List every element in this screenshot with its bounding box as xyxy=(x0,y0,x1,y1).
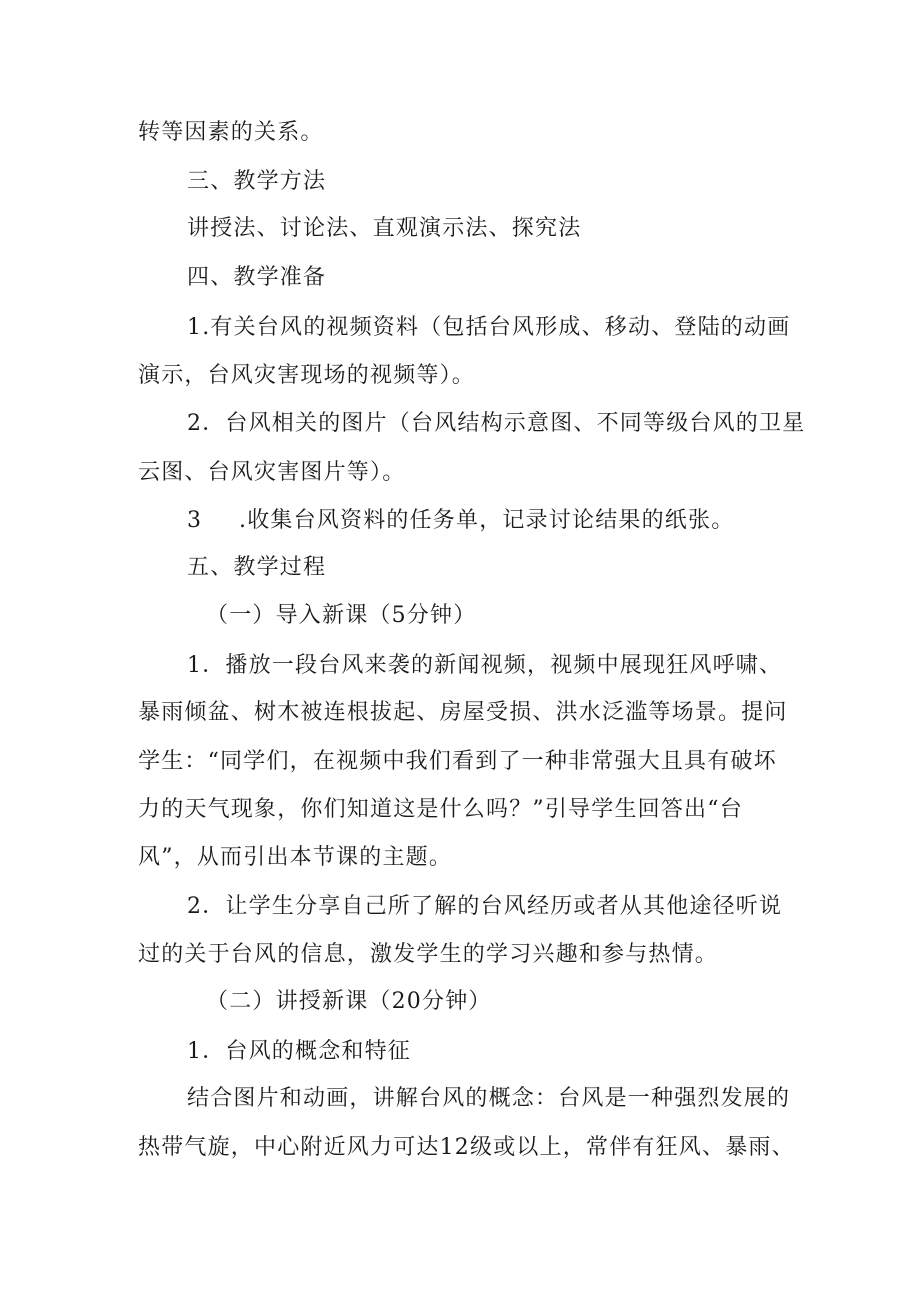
section-heading-teaching-preparation: 四、教学准备 xyxy=(187,265,327,290)
paragraph-concept-line-2: 热带气旋，中心附近风力可达12级或以上，常伴有狂风、暴雨、 xyxy=(138,1135,795,1160)
paragraph-intro-1-line-2: 暴雨倾盆、树木被连根拔起、房屋受损、洪水泛滥等场景。提问 xyxy=(138,700,788,725)
list-item-3-text: .收集台风资料的任务单，记录讨论结果的纸张。 xyxy=(239,508,735,533)
paragraph-intro-1-line-5: 风”，从而引出本节课的主题。 xyxy=(138,845,453,870)
section-heading-teaching-process: 五、教学过程 xyxy=(187,555,327,580)
list-item-2-line-1: 2．台风相关的图片（台风结构示意图、不同等级台风的卫星 xyxy=(187,411,806,436)
paragraph-concept-line-1: 结合图片和动画，讲解台风的概念：台风是一种强烈发展的 xyxy=(187,1086,791,1111)
paragraph-intro-2-line-1: 2．让学生分享自己所了解的台风经历或者从其他途径听说 xyxy=(187,894,783,919)
text-line-methods: 讲授法、讨论法、直观演示法、探究法 xyxy=(187,216,582,241)
paragraph-intro-1-line-4: 力的天气现象，你们知道这是什么吗？”引导学生回答出“台 xyxy=(138,797,743,822)
subsection-heading-new-lesson: （二）讲授新课（20分钟） xyxy=(206,989,492,1014)
list-item-3-number: 3 xyxy=(187,508,203,533)
paragraph-intro-1-line-1: 1．播放一段台风来袭的新闻视频，视频中展现狂风呼啸、 xyxy=(187,653,783,678)
section-heading-teaching-methods: 三、教学方法 xyxy=(187,169,327,194)
list-item-1-line-2: 演示，台风灾害现场的视频等）。 xyxy=(138,363,476,388)
paragraph-intro-1-line-3: 学生：“同学们，在视频中我们看到了一种非常强大且具有破坏 xyxy=(138,749,777,774)
list-item-3 xyxy=(187,506,734,536)
list-item-1-line-1: 1.有关台风的视频资料（包括台风形成、移动、登陆的动画 xyxy=(187,315,791,340)
paragraph-intro-2-line-2: 过的关于台风的信息，激发学生的学习兴趣和参与热情。 xyxy=(138,942,719,967)
subsection-heading-intro: （一）导入新课（5分钟） xyxy=(206,603,477,628)
text-line-continuation: 转等因素的关系。 xyxy=(138,120,324,145)
list-item-2-line-2: 云图、台风灾害图片等）。 xyxy=(138,460,406,485)
item-heading-concept: 1．台风的概念和特征 xyxy=(187,1039,411,1064)
